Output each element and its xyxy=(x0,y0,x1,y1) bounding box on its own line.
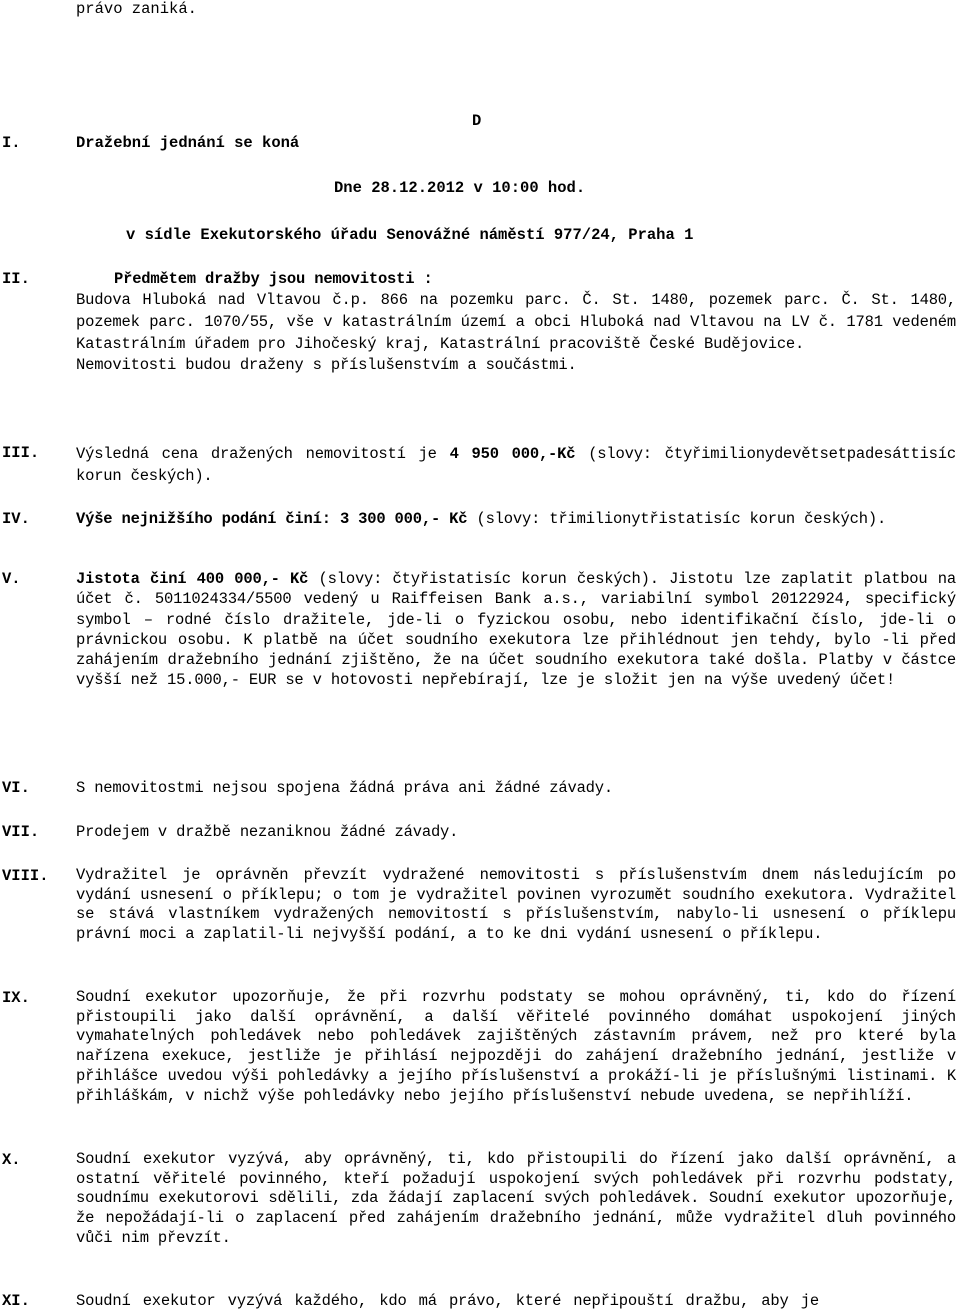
section-body: Vydražitel je oprávněn převzít vydražené nemovitosti s příslušenstvím dnem následujícím po vydání usnesení o příklepu; o tom je vydražitel povinen vyrozumět soudního exekutora. Vydražitel se stává vlastníkem vydražených nemovitostí s příslušenstvím, nabylo-li usnesení o příklepu právní moci a zaplatil-li nejvyšší podání, a to ke dni vydání usnesení o příklepu. xyxy=(76,866,956,944)
section-body: S nemovitostmi nejsou spojena žádná práva ani žádné závady. xyxy=(76,779,613,797)
auction-date: Dne 28.12.2012 v 10:00 hod. xyxy=(334,179,586,197)
section-title: Dražební jednání se koná xyxy=(76,134,300,152)
auction-place: v sídle Exekutorského úřadu Senovážné náměstí 977/24, Praha 1 xyxy=(126,226,694,244)
section-body: (slovy: čtyřistatisíc korun českých). Jistotu lze zaplatit platbou na účet č. 5011024334/5500 vedený u Raiffeisen Bank a.s., variabilní symbol 20122924, specifický symbol – rodné číslo dražitele, jde-li o fyzickou osobu, nebo identifikační číslo, jde-li o právnickou osobu. K platbě na účet soudního exekutora lze přihlédnout jen tehdy, bylo -li před zahájením dražebního jednání zjištěno, že na účet soudního exekutora také došla. Platby v částce vyšší než 15.000,- EUR se v hotovosti nepřebírají, lze je složit jen na výše uvedený účet! xyxy=(76,570,956,690)
section-note: Nemovitosti budou draženy s příslušenstvím a součástmi. xyxy=(76,356,577,374)
section-lead: Jistota činí 400 000,- Kč xyxy=(76,570,309,588)
section-number: I. xyxy=(2,134,21,152)
section-number: VI. xyxy=(2,779,30,797)
section-number: IX. xyxy=(2,989,30,1007)
section-lead: Výše nejnižšího podání činí: 3 300 000,- Kč xyxy=(76,510,468,528)
price-amount: 4 950 000,-Kč xyxy=(449,445,576,463)
price-words: (slovy: čtyřimilionydevětsetpadesáttisíc korun českých). xyxy=(76,445,956,485)
section-body: Prodejem v dražbě nezaniknou žádné závady. xyxy=(76,823,459,841)
section-number: III. xyxy=(2,444,40,462)
section-number: V. xyxy=(2,570,21,588)
section-body: Budova Hluboká nad Vltavou č.p. 866 na pozemku parc. Č. St. 1480, pozemek parc. Č. St. 1480, pozemek parc. 1070/55, vše v katastrálním území a obci Hluboká nad Vltavou na LV č. 1781 vedeném Katastrálním úřadem pro Jihočeský kraj, Katastrální pracoviště České Budějovice. xyxy=(76,291,956,353)
section-letter: D xyxy=(472,112,482,130)
section-number: IV. xyxy=(2,510,30,528)
section-heading: Předmětem dražby jsou nemovitosti : xyxy=(114,270,433,288)
section-number: VIII. xyxy=(2,867,49,885)
section-body: Soudní exekutor upozorňuje, že při rozvrhu podstaty se mohou oprávněný, ti, kdo do řízení přistoupili jako další oprávnění, a další věřitelé povinného domáhat uspokojení jiných vymahatelných pohledávek nebo pohledávek zajištěných zástavním právem, než pro které byla nařízena exekuce, jestliže je přihlásí nejpozději do zahájení dražebního jednání, jestliže v přihlášce uvedou výši pohledávky a jejího příslušenství a prokáží-li je příslušnými listinami. K přihláškám, v nichž výše pohledávky nebo jejího příslušenství nebude uvedena, se nepřihlíží. xyxy=(76,988,956,1105)
section-number: XI. xyxy=(2,1292,30,1310)
section-number: X. xyxy=(2,1151,21,1169)
section-body: Soudní exekutor vyzývá každého, kdo má právo, které nepřipouští dražbu, aby je xyxy=(76,1292,819,1310)
section-number: VII. xyxy=(2,823,40,841)
section-lead: Výsledná cena dražených nemovitostí je xyxy=(76,445,437,463)
section-words: (slovy: třimilionytřistatisíc korun českých). xyxy=(476,510,887,528)
section-number: II. xyxy=(2,270,30,288)
section-body: Soudní exekutor vyzývá, aby oprávněný, ti, kdo přistoupili do řízení jako další oprávnění, a ostatní věřitelé povinného, kteří požadují uspokojení svých pohledávek při rozvrhu podstaty, soudnímu exekutorovi sdělili, zda žádají zaplacení svých pohledávek. Soudní exekutor upozorňuje, že nepožádají-li o zaplacení před zahájením dražebního jednání, může vydražitel dluh povinného vůči nim převzít. xyxy=(76,1150,956,1247)
top-fragment: právo zaniká. xyxy=(76,0,197,18)
